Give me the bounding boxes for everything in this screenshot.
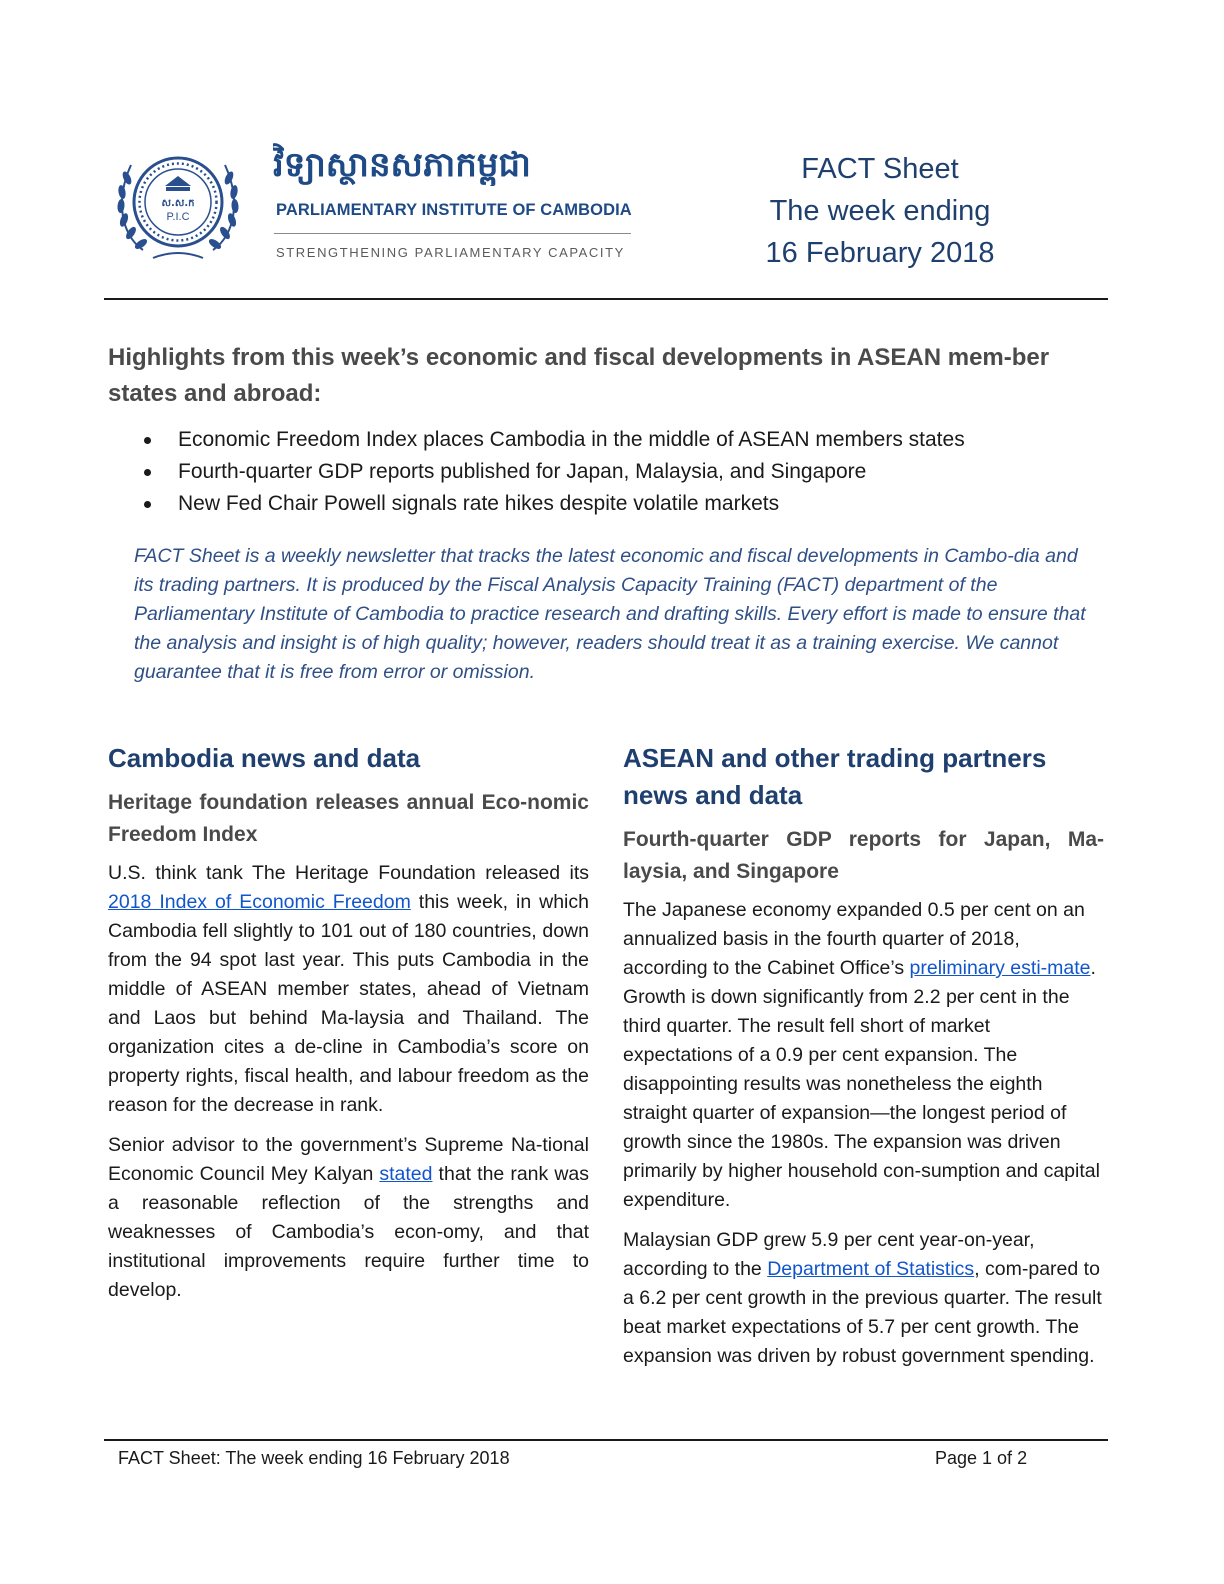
paragraph-text: Malaysian GDP grew 5.9 per cent year-on-year, according to the — [623, 1229, 1035, 1280]
section-title-asean: ASEAN and other trading partners news and data — [623, 743, 1047, 810]
title-line-2: The week ending — [769, 195, 991, 227]
institute-tagline: STRENGTHENING PARLIAMENTARY CAPACITY — [276, 245, 625, 260]
svg-text:វិទ្យាស្ថានសភាកម្ពុជា: វិទ្យាស្ថានសភាកម្ពុជា — [273, 145, 531, 185]
paragraph-text: , com-pared to a 6.2 per cent growth in the previous quarter. The result beat market expectations of 5.7 per cent growth. The expansion was driven by robust government spending. — [623, 1258, 1102, 1367]
article-paragraph — [108, 1131, 589, 1305]
link-stated[interactable]: stated — [379, 1163, 433, 1185]
link-preliminary-estimate[interactable]: preliminary esti-mate — [909, 957, 1091, 979]
fact-sheet-title — [730, 148, 1030, 274]
highlight-item: Fourth-quarter GDP reports published for Japan, Malaysia, and Singapore — [140, 456, 1100, 488]
institute-name: PARLIAMENTARY INSTITUTE OF CAMBODIA — [276, 201, 632, 219]
paragraph-text: Senior advisor to the government’s Supreme Na-tional Economic Council Mey Kalyan — [108, 1134, 589, 1185]
article-paragraph — [108, 859, 589, 1120]
brand-divider — [274, 233, 631, 234]
highlights-list — [140, 424, 1100, 520]
highlight-item: New Fed Chair Powell signals rate hikes despite volatile markets — [140, 488, 1100, 520]
highlight-item: Economic Freedom Index places Cambodia in the middle of ASEAN members states — [140, 424, 1100, 456]
title-line-3: 16 February 2018 — [765, 237, 995, 269]
title-line-1: FACT Sheet — [801, 153, 959, 185]
svg-text:P.I.C: P.I.C — [166, 211, 190, 223]
article-paragraph — [623, 1226, 1104, 1371]
paragraph-text: The Japanese economy expanded 0.5 per cent on an annualized basis in the fourth quarter of 2018, according to the Cabinet Office’s — [623, 899, 1085, 979]
article-title-gdp-reports: Fourth-quarter GDP reports for Japan, Ma-laysia, and Singapore — [623, 828, 1104, 883]
khmer-institute-name-logo — [273, 142, 635, 186]
cambodia-news-column — [108, 740, 589, 1316]
asean-news-column — [623, 740, 1104, 1382]
parliamentary-institute-seal-logo — [113, 140, 243, 264]
footer-divider — [104, 1439, 1108, 1441]
section-title-cambodia: Cambodia news and data — [108, 743, 421, 773]
footer-title: FACT Sheet: The week ending 16 February 2018 — [118, 1448, 510, 1468]
paragraph-text: this week, in which Cambodia fell slightly to 101 out of 180 countries, down from the 94 spot last year. This puts Cambodia in the middle of ASEAN member states, ahead of Vietnam and Laos but behind Ma-laysia and Thailand. The organization cites a de-cline in Cambodia’s score on property rights, fiscal health, and labour freedom as the reason for the decrease in rank. — [108, 891, 589, 1116]
page-number: Page 1 of 2 — [935, 1448, 1028, 1468]
paragraph-text: that the rank was a reasonable reflection of the strengths and weaknesses of Cambodia’s econ-omy, and that institutional improvements require further time to develop. — [108, 1163, 589, 1301]
paragraph-text: . Growth is down significantly from 2.2 per cent in the third quarter. The result fell short of market expectations of a 0.9 per cent expansion. The disappointing results was nonetheless the eighth straight quarter of expansion—the longest period of growth since the 1980s. The expansion was driven primarily by higher household con-sumption and capital expenditure. — [623, 957, 1100, 1211]
article-paragraph — [623, 896, 1104, 1215]
link-index-of-economic-freedom[interactable]: 2018 Index of Economic Freedom — [108, 891, 411, 913]
highlights-heading: Highlights from this week’s economic and fiscal developments in ASEAN mem-ber states and abroad: — [108, 344, 1050, 407]
link-department-of-statistics[interactable]: Department of Statistics — [767, 1258, 975, 1280]
svg-text:ស.ស.ក: ស.ស.ក — [161, 198, 195, 209]
header-divider — [104, 298, 1108, 300]
article-title-economic-freedom: Heritage foundation releases annual Eco-nomic Freedom Index — [108, 791, 589, 846]
paragraph-text: U.S. think tank The Heritage Foundation released its — [108, 862, 589, 884]
newsletter-disclaimer: FACT Sheet is a weekly newsletter that tracks the latest economic and fiscal developments in Cambo-dia and its trading partners. It is produced by the Fiscal Analysis Capacity Training (FACT) department of the Parliamentary Institute of Cambodia to practice research and drafting skills. Every effort is made to ensure that the analysis and insight is of high quality; however, readers should treat it as a training exercise. We cannot guarantee that it is free from error or omission. — [134, 545, 1086, 683]
